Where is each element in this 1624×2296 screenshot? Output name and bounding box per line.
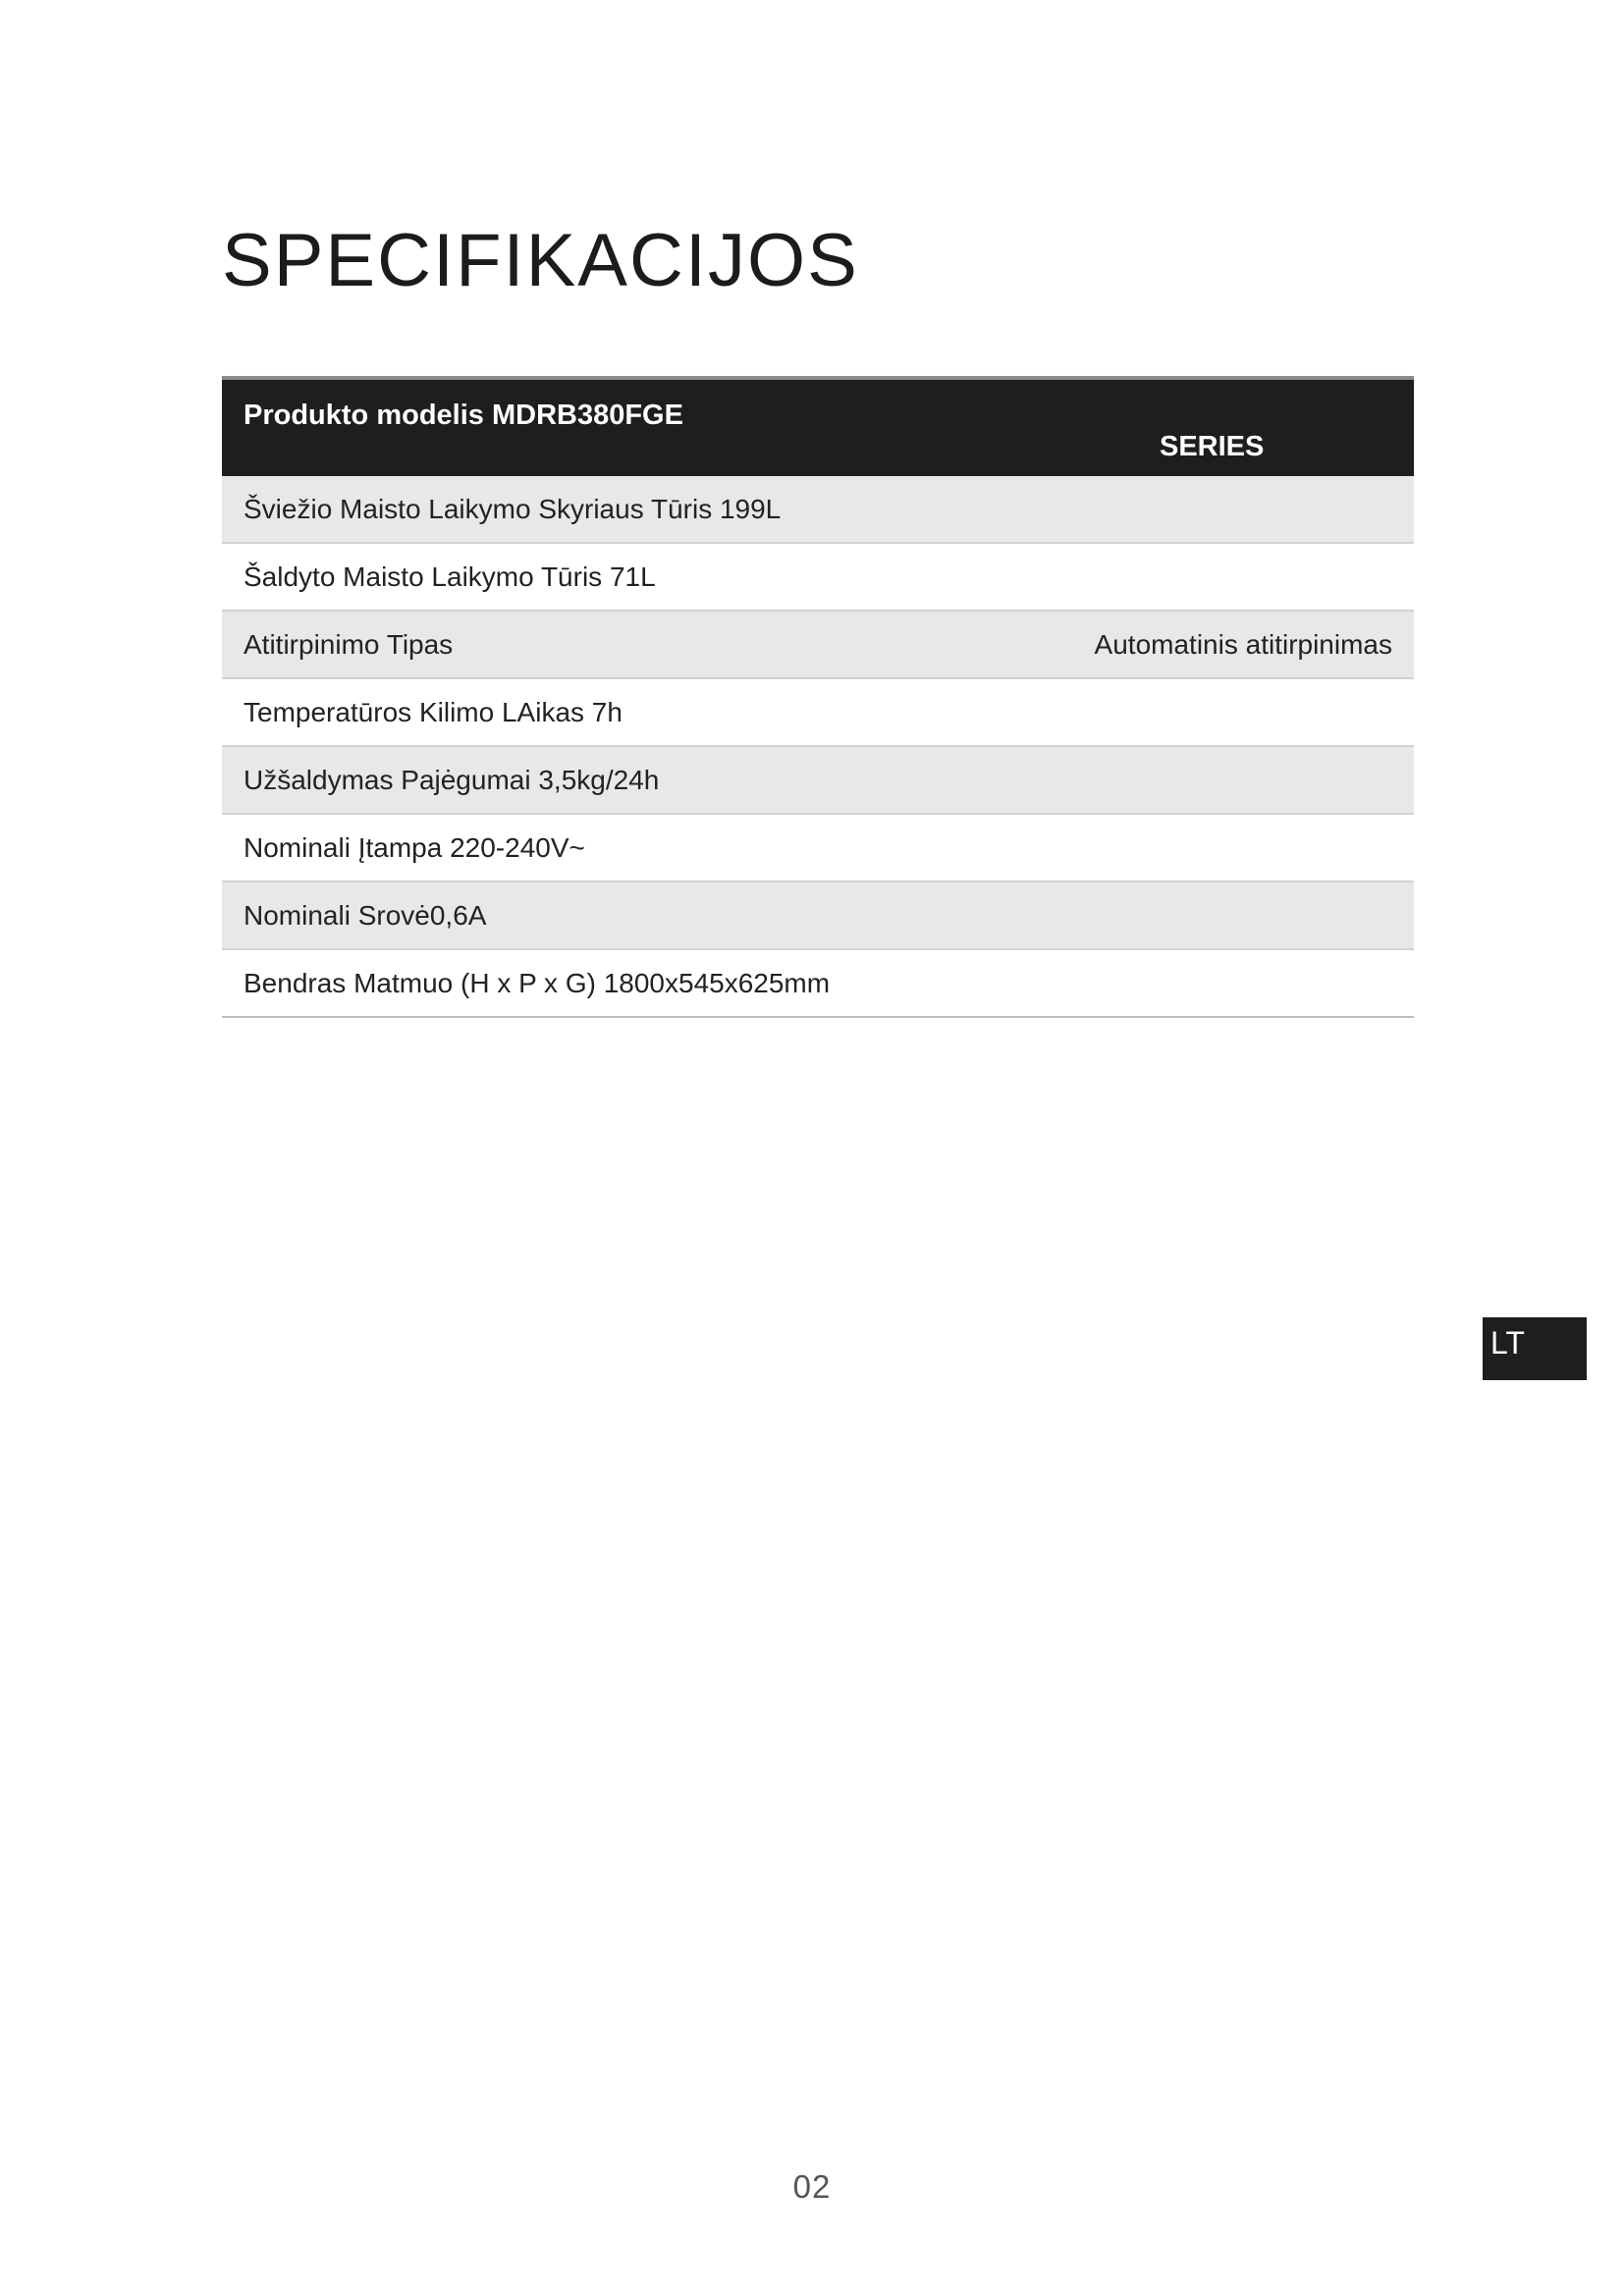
table-header xyxy=(222,380,1414,476)
table-row xyxy=(222,612,1414,679)
table-row xyxy=(222,815,1414,882)
row-label: Temperatūros Kilimo LAikas 7h xyxy=(244,696,623,727)
row-value: Automatinis atitirpinimas xyxy=(1094,628,1392,660)
page-number: 02 xyxy=(792,2168,832,2205)
row-label: Nominali Įtampa 220-240V~ xyxy=(244,831,585,863)
row-label: Atitirpinimo Tipas xyxy=(244,628,454,660)
row-label: Šaldyto Maisto Laikymo Tūris 71L xyxy=(244,561,656,592)
table-row xyxy=(222,747,1414,815)
table-row xyxy=(222,544,1414,612)
page-title: SPECIFIKACIJOS xyxy=(222,219,859,302)
product-model-label: Produkto modelis MDRB380FGE xyxy=(244,400,683,431)
specifications-table xyxy=(222,376,1414,1018)
row-label: Užšaldymas Pajėgumai 3,5kg/24h xyxy=(244,764,660,795)
series-label: SERIES xyxy=(1160,431,1265,462)
row-label: Bendras Matmuo (H x P x G) 1800x545x625mm xyxy=(244,967,831,998)
table-row xyxy=(222,476,1414,544)
table-row xyxy=(222,882,1414,950)
table-row xyxy=(222,950,1414,1018)
language-tab: LT xyxy=(1483,1317,1587,1380)
row-label: Nominali Srovė0,6A xyxy=(244,899,487,931)
table-row xyxy=(222,679,1414,747)
row-label: Šviežio Maisto Laikymo Skyriaus Tūris 199L xyxy=(244,493,782,524)
